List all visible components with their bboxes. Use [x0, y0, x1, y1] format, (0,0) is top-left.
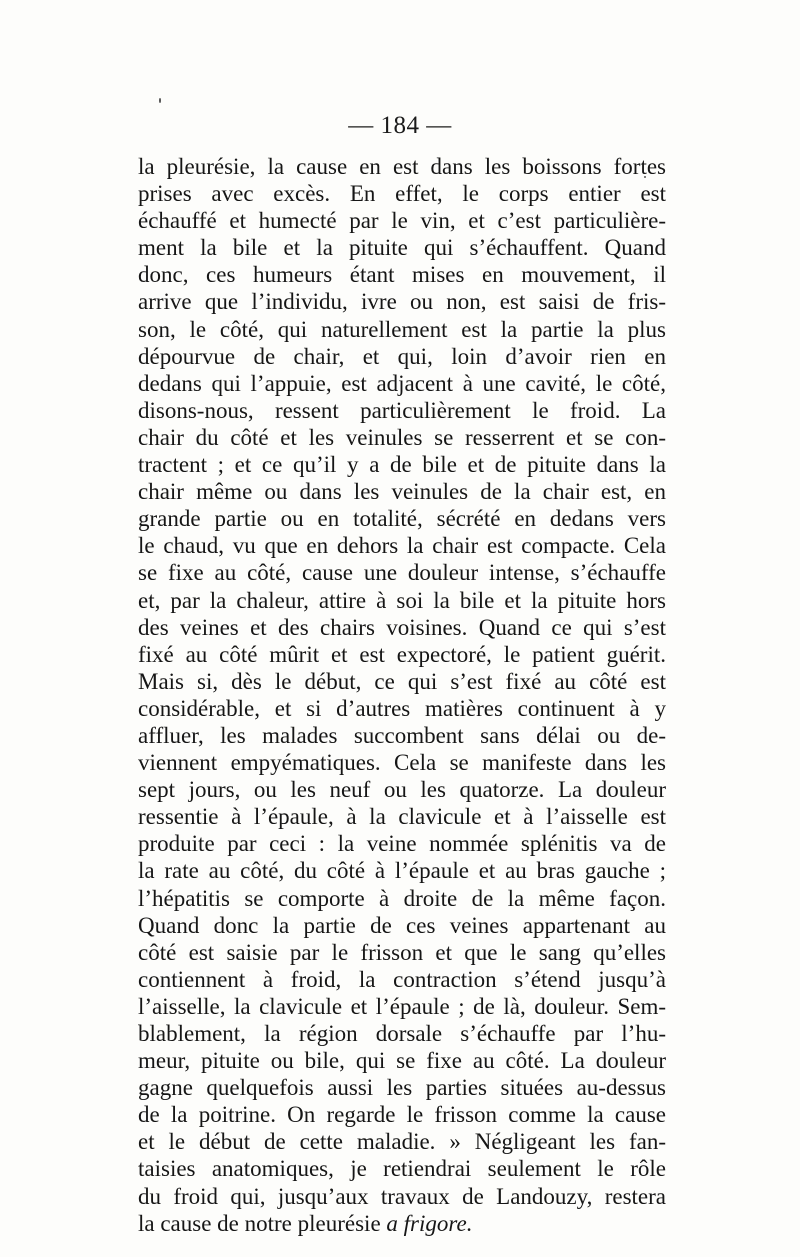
text-line: et, par la chaleur, attire à soi la bile et la pituite hors	[138, 587, 666, 613]
final-line-text: la cause de notre pleurésie	[138, 1210, 387, 1236]
italic-phrase: a frigore.	[386, 1210, 473, 1236]
text-line: viennent empyématiques. Cela se manifeste dans les	[138, 750, 666, 776]
text-line: blablement, la région dorsale s’échauffe par l’hu-	[138, 1021, 666, 1046]
text-line: le chaud, vu que en dehors la chair est compacte. Cela	[138, 533, 666, 559]
text-line: Mais si, dès le début, ce qui s’est fixé au côté est	[138, 668, 666, 694]
text-line: Quand donc la partie de ces veines appartenant au	[138, 912, 666, 938]
text-line: côté est saisie par le frisson et que le sang qu’elles	[138, 939, 666, 965]
text-line: prises avec excès. En effet, le corps entier est	[138, 181, 666, 207]
text-line: l’aisselle, la clavicule et l’épaule ; de là, douleur. Sem-	[138, 993, 666, 1019]
text-line: échauffé et humecté par le vin, et c’est particulière-	[138, 208, 666, 234]
text-line: son, le côté, qui naturellement est la partie la plus	[138, 316, 666, 342]
text-line: l’hépatitis se comporte à droite de la même façon.	[138, 885, 666, 911]
text-line: se fixe au côté, cause une douleur intense, s’échauffe	[138, 560, 666, 586]
text-line: chair du côté et les veinules se resserrent et se con-	[138, 424, 666, 450]
text-line: contiennent à froid, la contraction s’étend jusqu’à	[138, 966, 666, 992]
text-line: taisies anatomiques, je retiendrai seulement le rôle	[138, 1156, 666, 1182]
text-line: disons-nous, ressent particulièrement le froid. La	[138, 397, 666, 423]
text-line: affluer, les malades succombent sans délai ou de-	[138, 722, 666, 748]
text-line: du froid qui, jusqu’aux travaux de Landouzy, restera	[138, 1183, 666, 1209]
page-number: — 184 —	[348, 112, 452, 139]
text-line: meur, pituite ou bile, qui se fixe au côté. La douleur	[138, 1048, 666, 1074]
text-line: produite par ceci : la veine nommée splénitis va de	[138, 831, 666, 857]
text-line: considérable, et si d’autres matières continuent à y	[138, 695, 666, 721]
text-line: de la poitrine. On regarde le frisson comme la cause	[138, 1102, 666, 1128]
text-line: fixé au côté mûrit et est expectoré, le patient guérit.	[138, 641, 666, 667]
final-text-line	[138, 1210, 666, 1237]
text-line: chair même ou dans les veinules de la chair est, en	[138, 479, 666, 505]
text-line: dedans qui l’appuie, est adjacent à une cavité, le côté,	[138, 370, 666, 396]
text-line: sept jours, ou les neuf ou les quatorze. La douleur	[138, 777, 666, 803]
text-line: la rate au côté, du côté à l’épaule et au bras gauche ;	[138, 858, 666, 884]
text-line: arrive que l’individu, ivre ou non, est saisi de fris-	[138, 289, 666, 315]
text-line: gagne quelquefois aussi les parties situées au-dessus	[138, 1075, 666, 1101]
text-line: ressentie à l’épaule, à la clavicule et à l’aisselle est	[138, 804, 666, 830]
ink-speck	[159, 98, 161, 103]
text-line: donc, ces humeurs étant mises en mouvement, il	[138, 262, 666, 288]
text-line: des veines et des chairs voisines. Quand ce qui s’est	[138, 614, 666, 640]
text-line: tractent ; et ce qu’il y a de bile et de pituite dans la	[138, 452, 666, 478]
text-line: la pleurésie, la cause en est dans les boissons fortes	[138, 154, 666, 179]
text-line: et le début de cette maladie. » Négligeant les fan-	[138, 1129, 666, 1155]
text-line: grande partie ou en totalité, sécrété en dedans vers	[138, 506, 666, 532]
body-text	[138, 153, 666, 1237]
text-line: dépourvue de chair, et qui, loin d’avoir rien en	[138, 343, 666, 369]
text-line: ment la bile et la pituite qui s’échauffent. Quand	[138, 235, 666, 261]
